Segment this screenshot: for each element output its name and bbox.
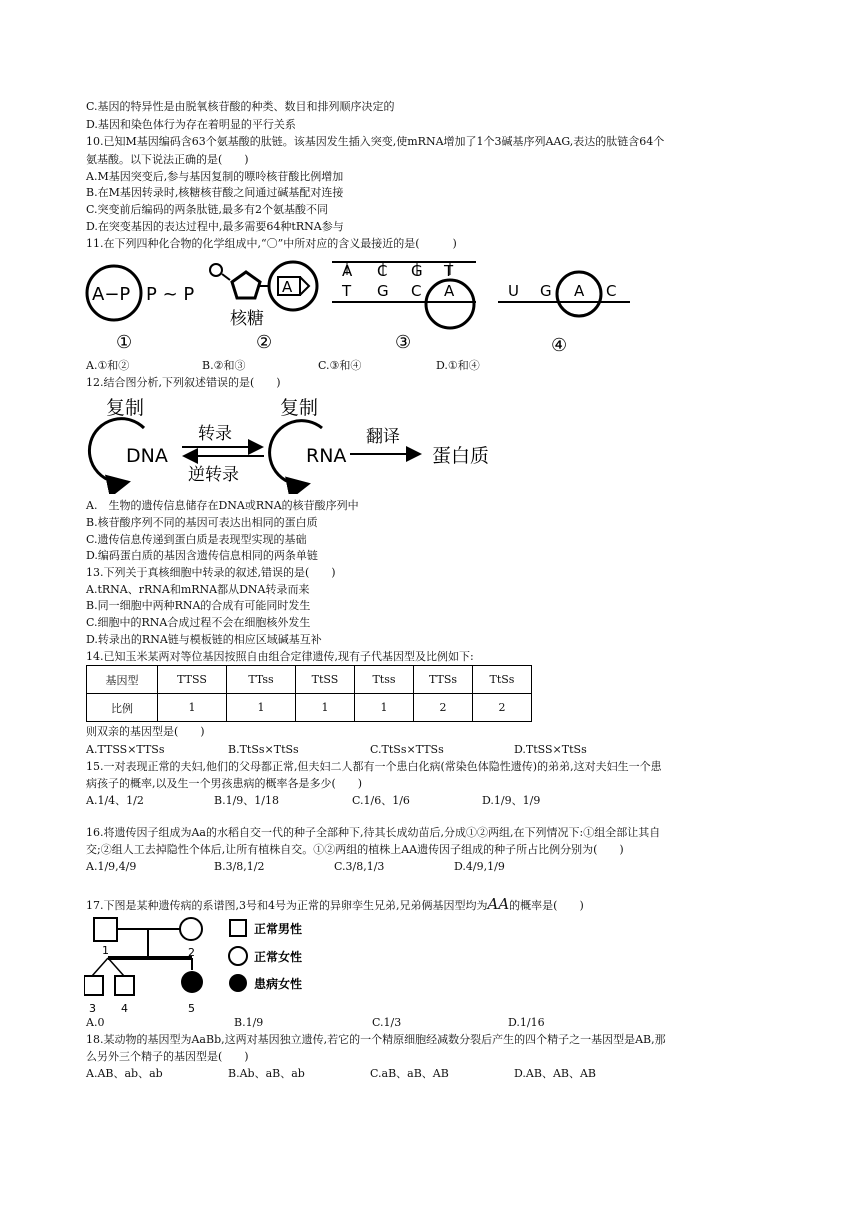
q11-bottom-base-3: C [411,282,422,300]
q17-stem-end: 的概率是( ) [509,899,584,912]
q16-stem-line2: 交;②组人工去掉隐性个体后,让所有植株自交。①②两组的植株上AA遗传因子组成的种子所占比例分别为( ) [86,843,624,856]
q11-phosphate-icon [210,264,222,276]
q17-num-5: 5 [188,1002,195,1015]
q12-replication-label-2: 复制 [280,397,319,419]
q16-stem-line1: 16.将遗传因子组成为Aa的水稻自交一代的种子全部种下,待其长成幼苗后,分成①②两组,在下列情况下:①组全部让其自 [86,826,661,839]
q17-pedigree-figure [84,914,324,1016]
q17-legend-female: 正常女性 [254,950,303,964]
q11-rna-base-3: A [574,282,585,300]
q14-cell: Ttss [355,666,414,694]
q17-legend-affected: 患病女性 [254,977,303,991]
q11-num-1: ① [116,332,133,353]
q11-base-a: A [282,278,293,296]
q13-option-c: C.细胞中的RNA合成过程不会在细胞核外发生 [86,616,311,629]
q11-top-base-3: G [411,262,423,280]
q17-option-c: C.1/3 [372,1016,402,1029]
q11-option-b: B.②和③ [202,359,246,372]
q16-option-b: B.3/8,1/2 [214,860,265,873]
q11-num-3: ③ [395,332,412,353]
q13-option-b: B.同一细胞中两种RNA的合成有可能同时发生 [86,599,311,612]
q11-rna-base-1: U [508,282,519,300]
q18-option-a: A.AB、ab、ab [86,1067,163,1080]
q12-transcription-label: 转录 [198,424,232,444]
q14-cell: TtSs [473,666,532,694]
q11-stem: 11.在下列四种化合物的化学组成中,“〇”中所对应的含义最接近的是( ) [86,237,457,250]
q14-cell: 1 [296,694,355,722]
q13-option-a: A.tRNA、rRNA和mRNA都从DNA转录而来 [86,583,310,596]
q15-option-b: B.1/9、1/18 [214,794,279,807]
q14-cell: 1 [355,694,414,722]
q10-option-d: D.在突变基因的表达过程中,最多需要64种tRNA参与 [86,220,344,233]
q11-bottom-base-2: G [377,282,389,300]
q17-stem [86,896,584,914]
q12-option-b: B.核苷酸序列不同的基因可表达出相同的蛋白质 [86,516,318,529]
q16-option-c: C.3/8,1/3 [334,860,385,873]
q17-legend-male-icon [230,920,246,936]
q17-mother-circle [180,918,202,940]
q11-bottom-base-4: A [444,282,455,300]
q10-option-c: C.突变前后编码的两条肽链,最多有2个氨基酸不同 [86,203,329,216]
q13-option-d: D.转录出的RNA链与模板链的相应区域碱基互补 [86,633,322,646]
q14-option-d: D.TtSS×TtSs [514,743,587,756]
q15-option-c: C.1/6、1/6 [352,794,410,807]
q14-cell: 2 [414,694,473,722]
q17-son-4-square [115,976,134,995]
q11-num-4: ④ [551,335,568,356]
q17-num-3: 3 [89,1002,96,1015]
q14-genotype-table [86,665,532,722]
q17-father-square [94,918,117,941]
q17-legend-female-icon [229,947,247,965]
q10-option-b: B.在M基因转录时,核糖核苷酸之间通过碱基配对连接 [86,186,344,199]
q15-stem-line2: 病孩子的概率,以及生一个男孩患病的概率各是多少( ) [86,777,363,790]
q17-option-d: D.1/16 [508,1016,545,1029]
q10-option-a: A.M基因突变后,参与基因复制的嘌呤核苷酸比例增加 [86,170,344,183]
q18-option-d: D.AB、AB、AB [514,1067,597,1080]
q14-cell: TTSs [414,666,473,694]
q12-option-a: A. 生物的遗传信息储存在DNA或RNA的核苷酸序列中 [86,499,359,512]
q12-translation-label: 翻译 [366,427,400,447]
q12-replication-label-1: 复制 [106,397,145,419]
q14-cell: 1 [227,694,296,722]
q17-option-a: A.0 [86,1016,105,1029]
q11-sugar-label: 核糖 [230,309,264,329]
q12-reverse-transcription-label: 逆转录 [188,465,239,485]
q11-atp-left: A−P [92,284,131,305]
q15-stem-line1: 15.一对表现正常的夫妇,他们的父母都正常,但夫妇二人都有一个患白化病(常染色体隐性遗传)的弟弟,这对夫妇生一个患 [86,760,662,773]
q17-son-3-square [84,976,103,995]
q17-num-1: 1 [102,944,109,957]
q17-legend-affected-icon [229,974,247,992]
q17-stem-text: 17.下图是某种遗传病的系谱图,3号和4号为正常的异卵孪生兄弟,兄弟俩基因型均为 [86,899,488,912]
q11-ribose-pentagon-icon [232,272,260,298]
q17-legend-male: 正常男性 [254,922,303,936]
q11-rna-base-4: C [606,282,617,300]
q14-tail: 则双亲的基因型是( ) [86,725,205,738]
q10-stem-line2: 氨基酸。以下说法正确的是( ) [86,153,249,166]
q9-option-c: C.基因的特异性是由脱氧核苷酸的种类、数目和排列顺序决定的 [86,100,395,113]
q14-cell: 1 [158,694,227,722]
q18-stem-line2: 么另外三个精子的基因型是( ) [86,1050,249,1063]
q10-stem-line1: 10.已知M基因编码含63个氨基酸的肽链。该基因发生插入突变,使mRNA增加了1个3碱基序列AAG,表达的肽链含64个 [86,135,665,148]
q14-table-row-ratio [87,694,532,722]
q9-option-d: D.基因和染色体行为存在着明显的平行关系 [86,118,296,131]
q11-top-base-1: A [342,262,353,280]
q15-option-a: A.1/4、1/2 [86,794,144,807]
q14-option-a: A.TTSS×TTSs [86,743,165,756]
q11-num-2: ② [256,332,273,353]
q14-cell: 2 [473,694,532,722]
q12-option-d: D.编码蛋白质的基因含遗传信息相同的两条单链 [86,549,318,562]
q12-protein-label: 蛋白质 [432,445,490,467]
q11-figure [80,256,650,356]
q12-rna-label: RNA [306,445,347,467]
q14-cell: 基因型 [87,666,158,694]
q14-cell: TTss [227,666,296,694]
q12-stem: 12.结合图分析,下列叙述错误的是( ) [86,376,281,389]
q18-option-b: B.Ab、aB、ab [228,1067,305,1080]
q14-cell: TTSS [158,666,227,694]
q11-atp-right: P ~ P [146,284,195,305]
q14-table-row-genotype [87,666,532,694]
q11-option-d: D.①和④ [436,359,480,372]
q11-bottom-base-1: T [342,282,352,300]
q17-daughter-5-circle [181,971,203,993]
q13-stem: 13.下列关于真核细胞中转录的叙述,错误的是( ) [86,566,336,579]
q15-option-d: D.1/9、1/9 [482,794,541,807]
q12-central-dogma-figure [84,392,504,494]
q14-cell: TtSS [296,666,355,694]
q16-option-a: A.1/9,4/9 [86,860,137,873]
q11-top-base-4: T [444,262,454,280]
q17-option-b: B.1/9 [234,1016,264,1029]
q14-cell: 比例 [87,694,158,722]
q17-num-2: 2 [188,946,195,959]
q16-option-d: D.4/9,1/9 [454,860,505,873]
q12-option-c: C.遗传信息传递到蛋白质是表现型实现的基础 [86,533,307,546]
q11-option-c: C.③和④ [318,359,362,372]
q14-stem: 14.已知玉米某两对等位基因按照自由组合定律遗传,现有子代基因型及比例如下: [86,650,474,663]
q18-option-c: C.aB、aB、AB [370,1067,449,1080]
q11-top-base-2: C [377,262,388,280]
q17-genotype-aa: AA [487,895,510,913]
q11-option-a: A.①和② [86,359,130,372]
q11-rna-base-2: G [540,282,552,300]
q18-stem-line1: 18.某动物的基因型为AaBb,这两对基因独立遗传,若它的一个精原细胞经减数分裂后产生的四个精子之一基因型是AB,那 [86,1033,666,1046]
q14-option-b: B.TtSs×TtSs [228,743,299,756]
q17-num-4: 4 [121,1002,128,1015]
q12-dna-label: DNA [126,445,168,467]
q14-option-c: C.TtSs×TTSs [370,743,444,756]
